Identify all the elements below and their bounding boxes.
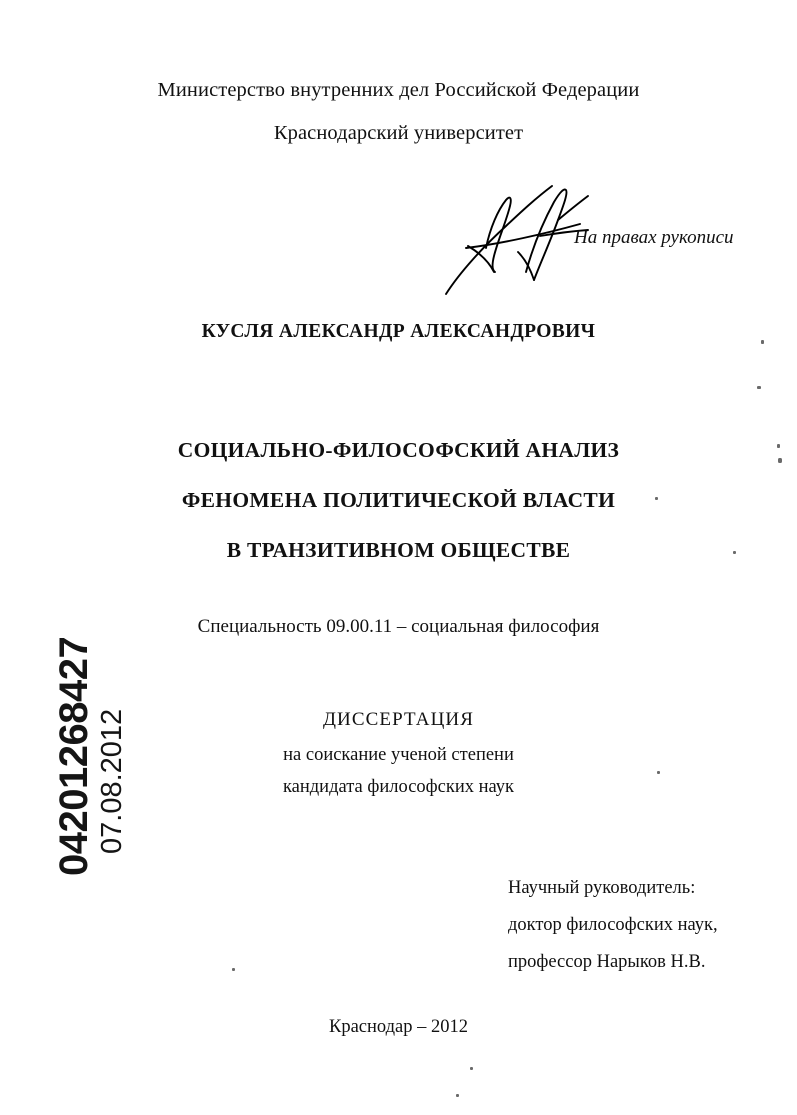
- dissertation-title-line-1: СОЦИАЛЬНО-ФИЛОСОФСКИЙ АНАЛИЗ: [177, 438, 620, 462]
- scan-speck: [657, 771, 660, 774]
- supervisor-name: профессор Нарыков Н.В.: [508, 952, 706, 972]
- specialty-line: Специальность 09.00.11 – социальная философия: [197, 616, 600, 637]
- manuscript-note: На правах рукописи: [574, 227, 734, 248]
- supervisor-degree: доктор философских наук,: [508, 915, 718, 935]
- scan-speck: [655, 497, 658, 500]
- supervisor-label: Научный руководитель:: [508, 878, 696, 898]
- scan-speck: [470, 1067, 473, 1070]
- scan-speck: [232, 968, 235, 971]
- scan-speck: [456, 1094, 459, 1097]
- library-accession-number: 04201268427: [52, 636, 96, 876]
- city-year-footer: Краснодар – 2012: [328, 1017, 468, 1037]
- scan-speck: [778, 458, 782, 463]
- dissertation-title-line-2: ФЕНОМЕНА ПОЛИТИЧЕСКОЙ ВЛАСТИ: [181, 488, 616, 512]
- university-line: Краснодарский университет: [273, 122, 524, 144]
- handwritten-signature-icon: [440, 176, 590, 298]
- work-type-heading: ДИССЕРТАЦИЯ: [322, 709, 475, 730]
- scan-speck: [777, 444, 780, 448]
- degree-line-2: кандидата философских наук: [282, 777, 515, 797]
- scan-speck: [733, 551, 736, 554]
- library-stamp-date: 07.08.2012: [96, 708, 128, 854]
- author-name: КУСЛЯ АЛЕКСАНДР АЛЕКСАНДРОВИЧ: [201, 321, 596, 342]
- scan-speck: [757, 386, 761, 389]
- dissertation-title-line-3: В ТРАНЗИТИВНОМ ОБЩЕСТВЕ: [226, 538, 571, 562]
- scan-speck: [761, 340, 764, 344]
- degree-line-1: на соискание ученой степени: [283, 745, 514, 765]
- ministry-line: Министерство внутренних дел Российской Федерации: [157, 79, 640, 101]
- supervisor-block: [508, 870, 718, 981]
- library-stamp: [0, 0, 128, 1115]
